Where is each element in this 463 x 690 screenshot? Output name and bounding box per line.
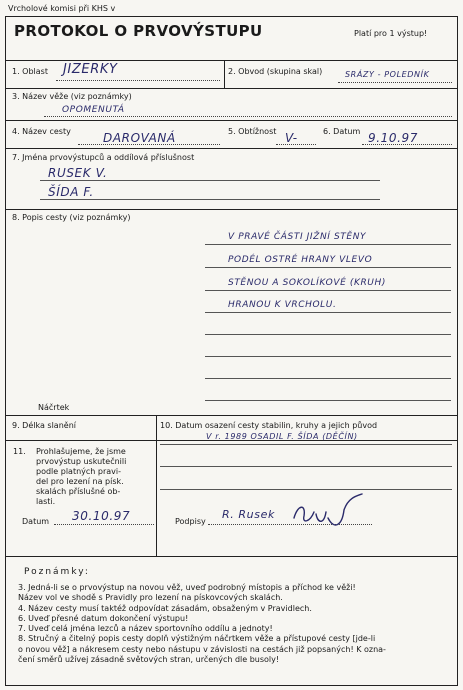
row-divider xyxy=(5,556,458,557)
declaration-line: del pro lezení na písk. xyxy=(36,477,124,486)
declaration-line: lasti. xyxy=(36,497,56,506)
note-item: Název vol ve shodě s Pravidly pro lezení na pískovcových skalách. xyxy=(18,593,283,603)
row-divider xyxy=(5,120,458,121)
declaration-line: prvovýstup uskutečnili xyxy=(36,457,127,466)
cesta-value[interactable]: DAROVANÁ xyxy=(103,131,176,145)
declaration-line: skalách příslušné ob- xyxy=(36,487,121,496)
obtiznost-underline xyxy=(276,144,316,145)
declaration-line: podle platných pravi- xyxy=(36,467,122,476)
obtiznost-value[interactable]: V- xyxy=(285,131,298,145)
osazeni-value[interactable]: V r. 1989 OSADIL F. ŠÍDA (DĚČÍN) xyxy=(206,432,358,441)
datum2-underline xyxy=(54,524,154,525)
popis-rule xyxy=(205,312,451,313)
notes-title: Poznámky: xyxy=(24,567,90,577)
popis-label: 8. Popis cesty (viz poznámky) xyxy=(12,213,131,222)
note-item: čení směrů užívej zásadně světových stran, určených dle busoly! xyxy=(18,655,280,665)
column-divider xyxy=(224,60,225,88)
jmena-value-1[interactable]: RUSEK V. xyxy=(48,166,108,180)
note-item: o novou věž] a nákresem cesty nebo nástupu v závislosti na cestách již popsaných! K ozna- xyxy=(18,644,386,654)
note-item: 8. Stručný a čitelný popis cesty doplň výstižným náčrtkem věže a přístupové cesty [jde-li xyxy=(18,634,376,644)
popis-line-2[interactable]: PODÉL OSTRÉ HRANY VLEVO xyxy=(228,255,373,265)
note-item: 6. Uveď přesné datum dokončení výstupu! xyxy=(18,613,189,623)
popis-rule xyxy=(205,334,451,335)
declaration-text xyxy=(36,447,154,507)
signature-text: R. Rusek xyxy=(222,508,275,521)
osazeni-rule xyxy=(160,444,452,445)
declaration-number: 11. xyxy=(13,447,26,456)
datum-value[interactable]: 9.10.97 xyxy=(368,131,419,145)
obvod-underline xyxy=(338,82,452,83)
popis-rule xyxy=(205,378,451,379)
note-item: 7. Uveď celá jména lezců a název sportovního oddílu a jednoty! xyxy=(18,624,273,634)
cesta-underline xyxy=(78,144,220,145)
obvod-label: 2. Obvod (skupina skal) xyxy=(228,67,323,76)
declaration-line: Prohlašujeme, že jsme xyxy=(36,447,126,456)
obvod-value[interactable]: SRÁZY - POLEDNÍK xyxy=(345,70,430,79)
vez-value[interactable]: OPOMENUTÁ xyxy=(62,105,125,115)
podpisy-label: Podpisy xyxy=(175,517,206,526)
nacrtek-label: Náčrtek xyxy=(38,403,70,412)
osazeni-label: 10. Datum osazení cesty stabilin, kruhy a jejich původ xyxy=(160,421,378,430)
popis-rule xyxy=(205,290,451,291)
popis-line-1[interactable]: V PRAVÉ ČÁSTI JIŽNÍ STĚNY xyxy=(228,232,367,242)
note-item: 3. Jedná-li se o prvovýstup na novou věž, uveď podrobný místopis a příchod ke věži! xyxy=(18,583,356,592)
notes-list xyxy=(18,583,454,665)
note-item: 4. Název cesty musí taktéž odpovídat zásadám, obsaženým v Pravidlech. xyxy=(18,603,312,613)
obtiznost-label: 5. Obtížnost xyxy=(228,127,277,136)
popis-rule xyxy=(205,267,451,268)
popis-rule xyxy=(205,400,451,401)
page-title: PROTOKOL O PRVOVÝSTUPU xyxy=(14,22,263,40)
datum-label: 6. Datum xyxy=(323,127,361,136)
jmena-line xyxy=(40,199,380,200)
column-divider xyxy=(156,415,157,556)
vez-underline xyxy=(44,116,452,117)
vez-label: 3. Název věže (viz poznámky) xyxy=(12,92,132,101)
row-divider xyxy=(5,209,458,210)
popis-line-3[interactable]: STĚNOU A SOKOLÍKOVÉ (KRUH) xyxy=(228,278,386,288)
datum-underline xyxy=(362,144,452,145)
oblast-label: 1. Oblast xyxy=(12,67,48,76)
slaneni-label: 9. Délka slanění xyxy=(12,421,76,430)
row-divider xyxy=(5,415,458,416)
datum2-label: Datum xyxy=(22,517,50,526)
datum2-value[interactable]: 30.10.97 xyxy=(72,509,131,523)
osazeni-rule xyxy=(160,466,452,467)
popis-line-4[interactable]: HRANOU K VRCHOLU. xyxy=(228,300,337,310)
popis-rule xyxy=(205,356,451,357)
valid-note: Platí pro 1 výstup! xyxy=(354,29,428,38)
row-divider xyxy=(5,148,458,149)
jmena-label: 7. Jména prvovýstupců a oddílová příslušnost xyxy=(12,153,195,162)
commission-header: Vrcholové komisi při KHS v xyxy=(8,4,116,13)
row-divider xyxy=(5,88,458,89)
jmena-line xyxy=(40,180,380,181)
popis-rule xyxy=(205,244,451,245)
signature-scribble xyxy=(290,490,370,535)
row-divider xyxy=(5,60,458,61)
oblast-value[interactable]: JIZERKY xyxy=(63,62,118,77)
oblast-underline xyxy=(56,80,220,81)
jmena-value-2[interactable]: ŠÍDA F. xyxy=(48,185,94,199)
cesta-label: 4. Název cesty xyxy=(12,127,71,136)
